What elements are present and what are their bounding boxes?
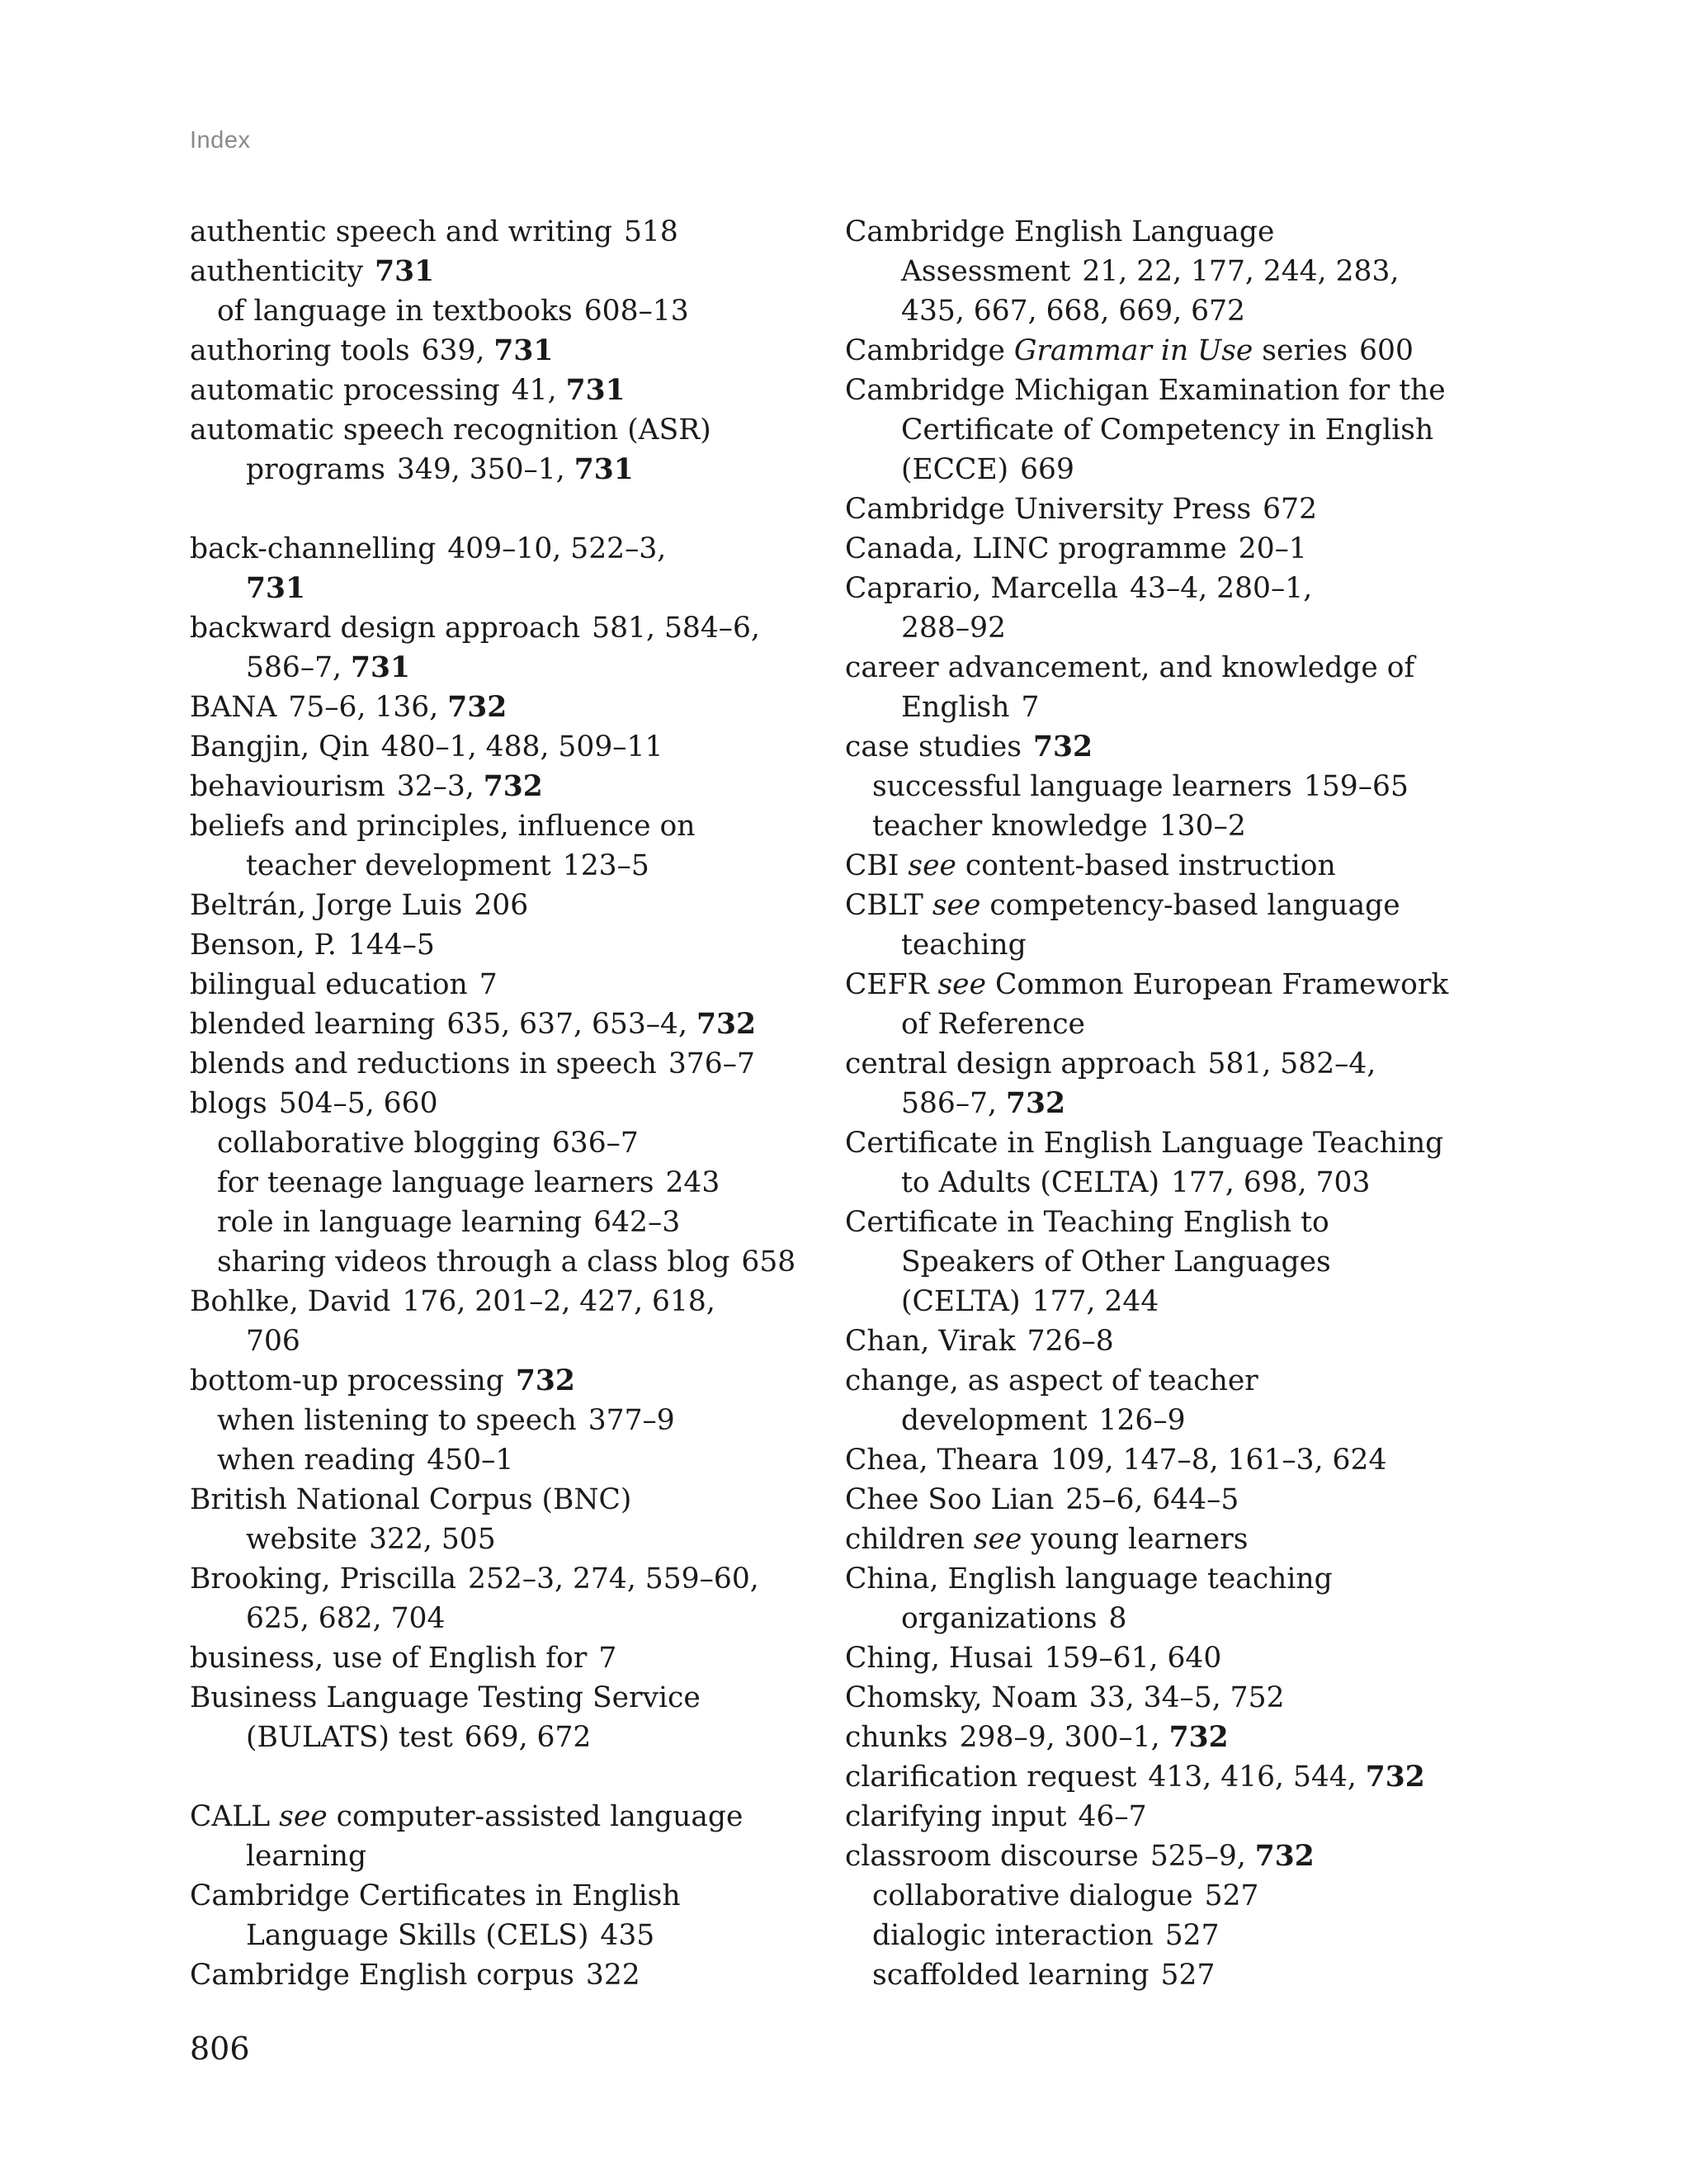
index-entry [845,1361,1472,1440]
bold-page-ref: 732 [515,1364,575,1397]
entry-line: collaborative dialogue 527 [872,1879,1259,1912]
entry-line: backward design approach 581, 584–6, [190,612,760,645]
index-entry [845,1440,1472,1480]
index-entry [845,1044,1472,1123]
entry-line: career advancement, and knowledge of [845,651,1415,684]
bold-page-ref: 732 [1033,730,1093,763]
entry-line: blends and reductions in speech 376–7 [190,1047,755,1080]
entry-line: Ching, Husai 159–61, 640 [845,1642,1222,1675]
entry-continuation-line: Language Skills (CELS) 435 [246,1919,655,1952]
entry-line: British National Corpus (BNC) [190,1483,632,1516]
entry-line: change, as aspect of teacher [845,1364,1258,1397]
index-entry [845,569,1472,648]
index-entry [190,1005,850,1044]
italic-text: see [937,968,987,1001]
index-subentry [190,1163,850,1203]
entry-line: blogs 504–5, 660 [190,1087,438,1120]
entry-line: CBI see content-based instruction [845,849,1336,882]
index-subentry [190,1203,850,1242]
entry-line: Cambridge English corpus 322 [190,1959,640,1992]
italic-text: see [932,889,981,922]
entry-line: authoring tools 639, 731 [190,334,554,367]
index-entry [845,529,1472,569]
bold-page-ref: 731 [246,572,306,605]
bold-page-ref: 732 [483,770,543,803]
entry-line: bilingual education 7 [190,968,498,1001]
entry-continuation-line: programs 349, 350–1, 731 [246,453,634,486]
index-entry [845,489,1472,529]
entry-line: central design approach 581, 582–4, [845,1047,1376,1080]
running-head: Index [190,127,251,154]
index-subentry [190,1242,850,1282]
bold-page-ref: 732 [1254,1840,1315,1873]
index-entry [845,1837,1472,1876]
bold-page-ref: 732 [1005,1087,1065,1120]
entry-continuation-line: (ECCE) 669 [901,453,1074,486]
bold-page-ref: 731 [574,453,634,486]
index-column-left [190,212,850,1995]
entry-line: collaborative blogging 636–7 [217,1127,639,1160]
index-entry [190,1638,850,1678]
entry-continuation-line: of Reference [901,1008,1085,1041]
index-column-right [845,212,1472,1995]
entry-continuation-line: (BULATS) test 669, 672 [246,1721,592,1754]
index-entry [845,1559,1472,1638]
entry-continuation-line: teacher development 123–5 [246,849,649,882]
index-entry [190,688,850,727]
index-entry [845,846,1472,886]
entry-line: children see young learners [845,1523,1249,1556]
index-subentry [845,1955,1472,1995]
entry-continuation-line: 706 [246,1325,300,1358]
entry-line: scaffolded learning 527 [872,1959,1216,1992]
index-entry [190,767,850,806]
index-entry [845,212,1472,331]
italic-text: Grammar in Use [1013,334,1253,367]
entry-line: clarification request 413, 416, 544, 732 [845,1761,1425,1794]
entry-continuation-line: development 126–9 [901,1404,1186,1437]
entry-line: bottom-up processing 732 [190,1364,575,1397]
entry-line: Cambridge University Press 672 [845,493,1318,526]
index-entry [845,1797,1472,1837]
index-entry [845,371,1472,489]
index-entry [845,1678,1472,1718]
entry-line: BANA 75–6, 136, 732 [190,691,507,724]
index-entry [190,886,850,925]
entry-line: automatic speech recognition (ASR) [190,414,711,447]
italic-text: see [973,1523,1022,1556]
index-entry [190,410,850,489]
bold-page-ref: 732 [696,1008,756,1041]
index-entry [845,965,1472,1044]
entry-line: CALL see computer-assisted language [190,1800,744,1833]
index-entry [190,806,850,886]
entry-line: when reading 450–1 [217,1444,514,1477]
italic-text: see [908,849,956,882]
entry-line: behaviourism 32–3, 732 [190,770,543,803]
index-entry [845,1480,1472,1520]
entry-line: when listening to speech 377–9 [217,1404,675,1437]
index-entry [190,965,850,1005]
index-entry [190,1559,850,1638]
index-entry [190,371,850,410]
index-entry [845,648,1472,727]
index-entry [845,1123,1472,1203]
index-subentry [845,1916,1472,1955]
bold-page-ref: 731 [565,374,625,407]
bold-page-ref: 731 [375,255,435,288]
entry-line: clarifying input 46–7 [845,1800,1147,1833]
index-entry [190,252,850,291]
entry-line: Certificate in English Language Teaching [845,1127,1444,1160]
entry-continuation-line: learning [246,1840,367,1873]
entry-continuation-line: 288–92 [901,612,1006,645]
index-entry [845,1203,1472,1321]
entry-continuation-line: Assessment 21, 22, 177, 244, 283, [901,255,1400,288]
entry-line: authenticity 731 [190,255,435,288]
entry-line: Cambridge English Language [845,215,1275,248]
entry-line: Chea, Theara 109, 147–8, 161–3, 624 [845,1444,1387,1477]
entry-line: authentic speech and writing 518 [190,215,678,248]
bold-page-ref: 732 [1168,1721,1229,1754]
entry-continuation-line: 586–7, 731 [246,651,410,684]
index-subentry [190,1401,850,1440]
index-entry [190,1955,850,1995]
index-entry [190,1361,850,1401]
entry-line: Cambridge Grammar in Use series 600 [845,334,1414,367]
index-entry [190,1876,850,1955]
index-entry [190,529,850,608]
entry-line: case studies 732 [845,730,1093,763]
index-entry [190,1797,850,1876]
entry-line: Chomsky, Noam 33, 34–5, 752 [845,1681,1285,1714]
index-entry [190,1678,850,1757]
entry-line: chunks 298–9, 300–1, 732 [845,1721,1229,1754]
bold-page-ref: 732 [447,691,507,724]
entry-line: Caprario, Marcella 43–4, 280–1, [845,572,1313,605]
entry-line: dialogic interaction 527 [872,1919,1220,1952]
entry-line: classroom discourse 525–9, 732 [845,1840,1315,1873]
index-entry [845,1638,1472,1678]
index-subentry [190,1440,850,1480]
page-number: 806 [190,2030,250,2067]
index-entry [845,1520,1472,1559]
entry-line: sharing videos through a class blog 658 [217,1246,796,1279]
index-entry [190,212,850,252]
entry-line: Chan, Virak 726–8 [845,1325,1114,1358]
bold-page-ref: 731 [350,651,410,684]
index-entry [190,1044,850,1084]
index-subentry [845,767,1472,806]
index-entry [190,1480,850,1559]
index-entry [845,1718,1472,1757]
entry-continuation-line: to Adults (CELTA) 177, 698, 703 [901,1166,1371,1199]
index-subentry [190,1123,850,1163]
entry-line: for teenage language learners 243 [217,1166,720,1199]
entry-line: teacher knowledge 130–2 [872,810,1246,843]
entry-continuation-line: English 7 [901,691,1040,724]
entry-line: Cambridge Michigan Examination for the [845,374,1446,407]
entry-line: Business Language Testing Service [190,1681,701,1714]
entry-continuation-line [190,569,850,608]
entry-line: role in language learning 642–3 [217,1206,681,1239]
entry-line: Beltrán, Jorge Luis 206 [190,889,529,922]
entry-continuation-line: 435, 667, 668, 669, 672 [901,295,1245,328]
entry-line: China, English language teaching [845,1562,1333,1595]
entry-line: back-channelling 409–10, 522–3, [190,532,667,565]
entry-continuation-line: Certificate of Competency in English [901,414,1434,447]
index-entry [845,727,1472,767]
entry-line: CBLT see competency-based language [845,889,1400,922]
index-subentry [845,806,1472,846]
entry-line: Cambridge Certificates in English [190,1879,681,1912]
entry-line: Chee Soo Lian 25–6, 644–5 [845,1483,1239,1516]
index-entry [190,727,850,767]
entry-continuation-line: 625, 682, 704 [246,1602,446,1635]
index-entry [190,1084,850,1123]
entry-line: Brooking, Priscilla 252–3, 274, 559–60, [190,1562,759,1595]
index-entry [845,1757,1472,1797]
entry-line: blended learning 635, 637, 653–4, 732 [190,1008,756,1041]
entry-line: automatic processing 41, 731 [190,374,625,407]
entry-line: Bangjin, Qin 480–1, 488, 509–11 [190,730,663,763]
entry-line: successful language learners 159–65 [872,770,1409,803]
index-entry [190,1282,850,1361]
index-entry [190,608,850,688]
bold-page-ref: 731 [493,334,554,367]
entry-continuation-line: 586–7, 732 [901,1087,1065,1120]
index-entry [190,331,850,371]
entry-continuation-line: teaching [901,929,1027,962]
index-subentry [190,291,850,331]
entry-line: beliefs and principles, influence on [190,810,696,843]
index-entry [845,886,1472,965]
entry-line: Benson, P. 144–5 [190,929,435,962]
bold-page-ref: 732 [1365,1761,1425,1794]
index-subentry [845,1876,1472,1916]
entry-line: of language in textbooks 608–13 [217,295,689,328]
index-entry [190,925,850,965]
entry-line: CEFR see Common European Framework [845,968,1449,1001]
entry-line: Certificate in Teaching English to [845,1206,1329,1239]
entry-line: Canada, LINC programme 20–1 [845,532,1307,565]
italic-text: see [279,1800,328,1833]
index-entry [845,331,1472,371]
entry-continuation-line: Speakers of Other Languages [901,1246,1331,1279]
entry-continuation-line: organizations 8 [901,1602,1127,1635]
entry-continuation-line: (CELTA) 177, 244 [901,1285,1159,1318]
entry-continuation-line: website 322, 505 [246,1523,496,1556]
entry-line: business, use of English for 7 [190,1642,617,1675]
entry-line: Bohlke, David 176, 201–2, 427, 618, [190,1285,715,1318]
index-entry [845,1321,1472,1361]
